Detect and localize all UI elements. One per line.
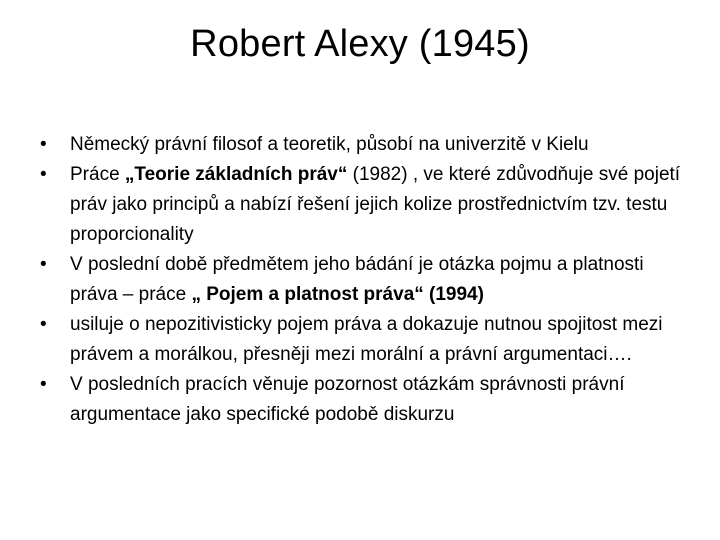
work-title: „ Pojem a platnost práva“ (1994) [191, 284, 484, 305]
work-title: „Teorie základních práv“ [124, 164, 348, 185]
bullet-text-after: (1982) , ve které zdůvodňuje své pojetí práv jako principů a nabízí řešení jejich kolize prostřednictvím tzv. testu proporcionality [70, 164, 681, 245]
bullet-item-2 [40, 160, 690, 250]
bullet-icon: • [40, 314, 47, 335]
bullet-icon: • [40, 254, 47, 275]
bullet-icon: • [40, 374, 47, 395]
bullet-text-before: V poslední době předmětem jeho bádání je otázka pojmu a platnosti práva – práce [70, 254, 644, 305]
bullet-text: V posledních pracích věnuje pozornost otázkám správnosti právní argumentace jako specifické podobě diskurzu [70, 374, 625, 425]
bullet-text-before: Práce [70, 164, 125, 185]
slide-title: Robert Alexy (1945) [190, 23, 530, 65]
bullet-list [40, 130, 690, 430]
bullet-icon: • [40, 134, 47, 155]
bullet-item-1 [40, 130, 690, 160]
bullet-text: usiluje o nepozitivisticky pojem práva a dokazuje nutnou spojitost mezi právem a morálkou, přesněji mezi morální a právní argumentaci…. [70, 314, 663, 365]
bullet-item-4 [40, 310, 690, 370]
bullet-icon: • [40, 164, 47, 185]
bullet-text: Německý právní filosof a teoretik, působí na univerzitě v Kielu [70, 134, 589, 155]
bullet-item-5 [40, 370, 690, 430]
bullet-item-3 [40, 250, 690, 310]
